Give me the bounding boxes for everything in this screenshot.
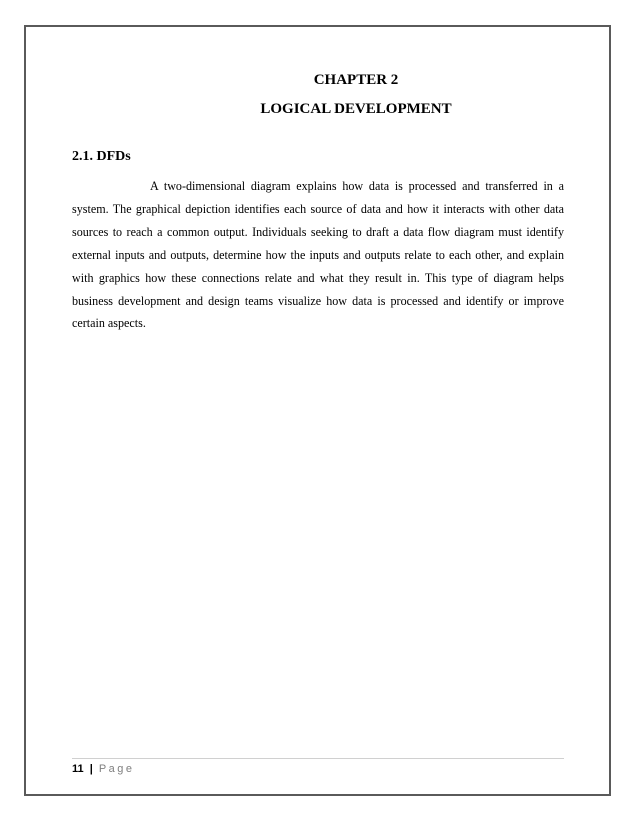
- chapter-title: LOGICAL DEVELOPMENT: [260, 101, 452, 117]
- body-paragraph: A two-dimensional diagram explains how data is processed and transferred in a system. The graphical depiction identifies each source of data and how it interacts with other data sources to reach a common output. Individuals seeking to draft a data flow diagram must identify external inputs and outputs, determine how the inputs and outputs relate to each other, and explain with graphics how these connections relate and what they result in. This type of diagram helps business development and design teams visualize how data is processed and identify or improve certain aspects.: [72, 179, 564, 331]
- page-label: Page: [98, 763, 135, 775]
- chapter-number: CHAPTER 2: [313, 72, 399, 88]
- section-heading: 2.1. DFDs: [72, 149, 131, 164]
- footer-separator: |: [89, 763, 93, 775]
- page-border: [24, 25, 611, 796]
- page-footer: [72, 763, 135, 775]
- footer-divider: [72, 758, 564, 759]
- page-number: 11: [72, 763, 84, 775]
